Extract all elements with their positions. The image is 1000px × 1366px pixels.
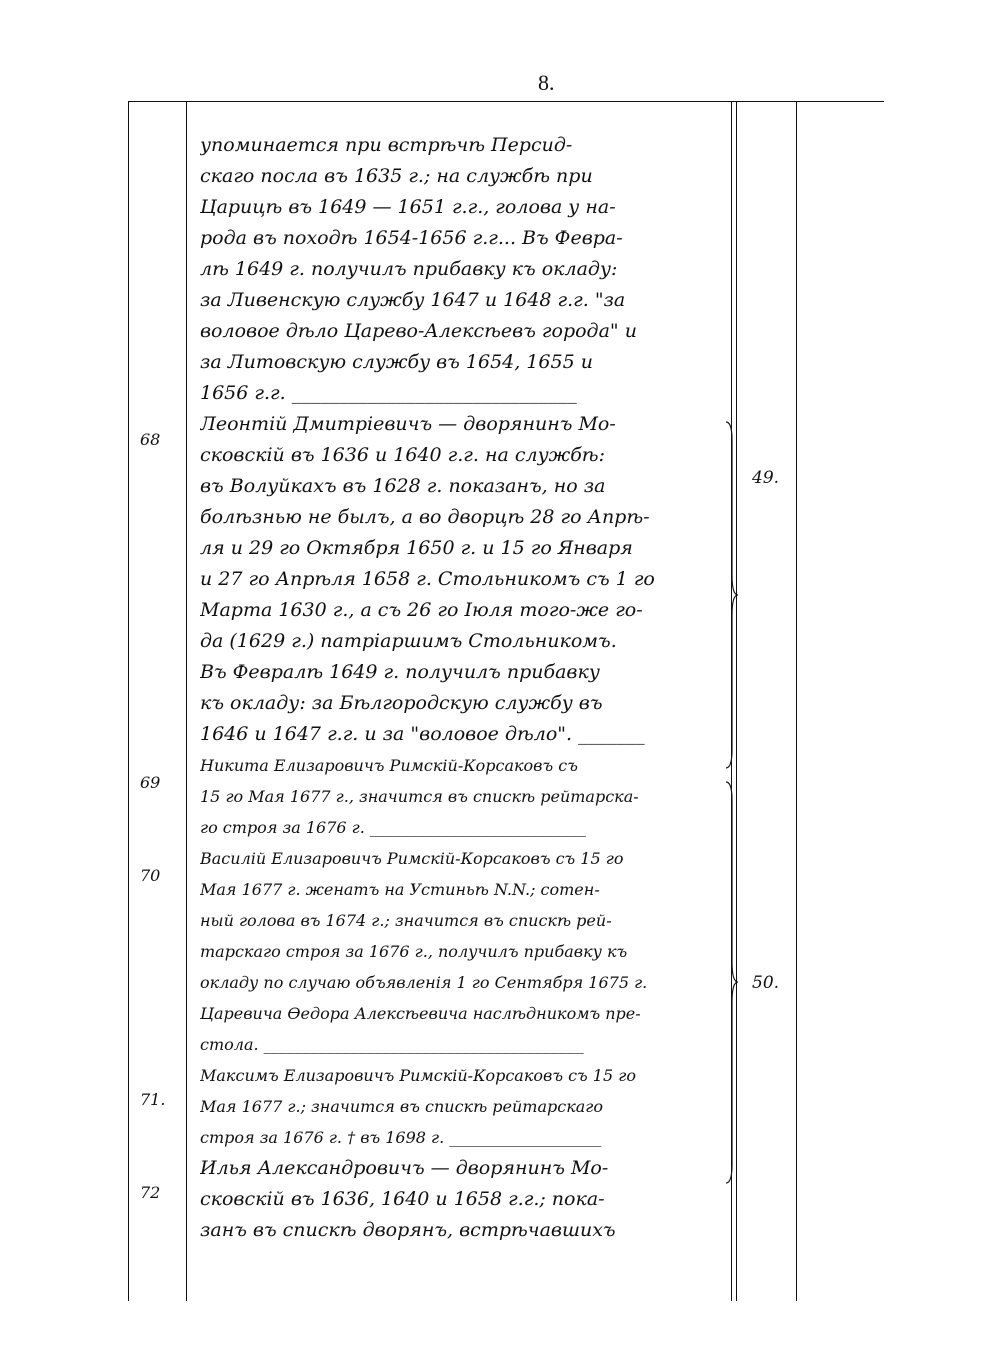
text-line: Никита Елизаровичъ Римскій-Корсаковъ съ <box>200 756 578 775</box>
text-line: занъ въ спискѣ дворянъ, встрѣчавшихъ <box>200 1219 616 1241</box>
text-line: сковскій въ 1636 и 1640 г.г. на службѣ: <box>200 444 605 466</box>
text-line: Мая 1677 г.; значится въ спискѣ рейтарскаго <box>200 1097 604 1116</box>
text-line: Мая 1677 г. женатъ на Устиньѣ N.N.; сотен- <box>200 880 600 899</box>
entry-71 <box>200 1060 725 1153</box>
entry-number: 72 <box>140 1183 161 1202</box>
text-line: стола. ________________________________________ <box>200 1035 584 1054</box>
text-line: да (1629 г.) патріаршимъ Стольникомъ. <box>200 630 617 652</box>
entry-72 <box>200 1153 725 1246</box>
text-line: и 27 го Апрѣля 1658 г. Стольникомъ съ 1 го <box>200 568 655 590</box>
text-line: ный голова въ 1674 г.; значится въ спискѣ рей- <box>200 911 612 930</box>
ref-label: 50. <box>752 973 780 993</box>
entry-number: 68 <box>140 430 161 449</box>
text-line: окладу по случаю объявленія 1 го Сентября 1675 г. <box>200 973 648 992</box>
text-line: го строя за 1676 г. ___________________________ <box>200 818 586 837</box>
text-line: Царицѣ въ 1649 — 1651 г.г., голова у на- <box>200 196 616 218</box>
text-line: тарскаго строя за 1676 г., получилъ прибавку къ <box>200 942 628 961</box>
entry-68 <box>200 409 725 750</box>
entry-70 <box>200 843 725 1060</box>
text-line: ля и 29 го Октября 1650 г. и 15 го Января <box>200 537 633 559</box>
column-rule-ref <box>796 101 797 1301</box>
entry-number: 70 <box>140 866 161 885</box>
text-line: за Литовскую службу въ 1654, 1655 и <box>200 351 593 373</box>
brace-ref-50 <box>724 780 740 1185</box>
text-line: болѣзнью не былъ, а во дворцѣ 28 го Апрѣ- <box>200 506 650 528</box>
text-line: 1656 г.г. ______________________________ <box>200 382 577 404</box>
page-number: 8. <box>538 70 555 95</box>
ref-label: 49. <box>752 468 780 488</box>
text-line: къ окладу: за Бѣлгородскую службу въ <box>200 692 603 714</box>
text-line: строя за 1676 г. † въ 1698 г. ___________________ <box>200 1128 602 1147</box>
text-line: Илья Александровичъ — дворянинъ Мо- <box>200 1157 609 1179</box>
text-line: воловое дѣло Царево-Алексѣевъ города" и <box>200 320 637 342</box>
text-line: 15 го Мая 1677 г., значится въ спискѣ рейтарска- <box>200 787 639 806</box>
text-line: Максимъ Елизаровичъ Римскій-Корсаковъ съ 15 го <box>200 1066 636 1085</box>
column-rule-left <box>128 101 129 1301</box>
column-rule-number <box>186 101 187 1301</box>
text-line: за Ливенскую службу 1647 и 1648 г.г. "за <box>200 289 626 311</box>
text-column <box>200 130 725 1246</box>
text-line: Леонтій Дмитріевичъ — дворянинъ Мо- <box>200 413 616 435</box>
text-line: сковскій въ 1636, 1640 и 1658 г.г.; пока- <box>200 1188 605 1210</box>
entry-number: 69 <box>140 773 161 792</box>
text-line: Василій Елизаровичъ Римскій-Корсаковъ съ 15 го <box>200 849 624 868</box>
header-rule <box>128 101 884 102</box>
text-line: Царевича Ѳедора Алексѣевича наслѣдникомъ пре- <box>200 1004 641 1023</box>
text-line: скаго посла въ 1635 г.; на службѣ при <box>200 165 593 187</box>
entry-69 <box>200 750 725 843</box>
text-line: Въ Февралѣ 1649 г. получилъ прибавку <box>200 661 600 683</box>
continuation-paragraph <box>200 130 725 409</box>
entry-number: 71. <box>140 1090 166 1109</box>
text-line: Марта 1630 г., а съ 26 го Іюля того-же го- <box>200 599 643 621</box>
text-line: упоминается при встрѣчѣ Персид- <box>200 134 573 156</box>
text-line: 1646 и 1647 г.г. и за "воловое дѣло". _______ <box>200 723 645 745</box>
brace-ref-49 <box>724 420 740 770</box>
text-line: рода въ походѣ 1654-1656 г.г... Въ Февра- <box>200 227 623 249</box>
text-line: въ Волуйкахъ въ 1628 г. показанъ, но за <box>200 475 606 497</box>
text-line: лѣ 1649 г. получилъ прибавку къ окладу: <box>200 258 618 280</box>
